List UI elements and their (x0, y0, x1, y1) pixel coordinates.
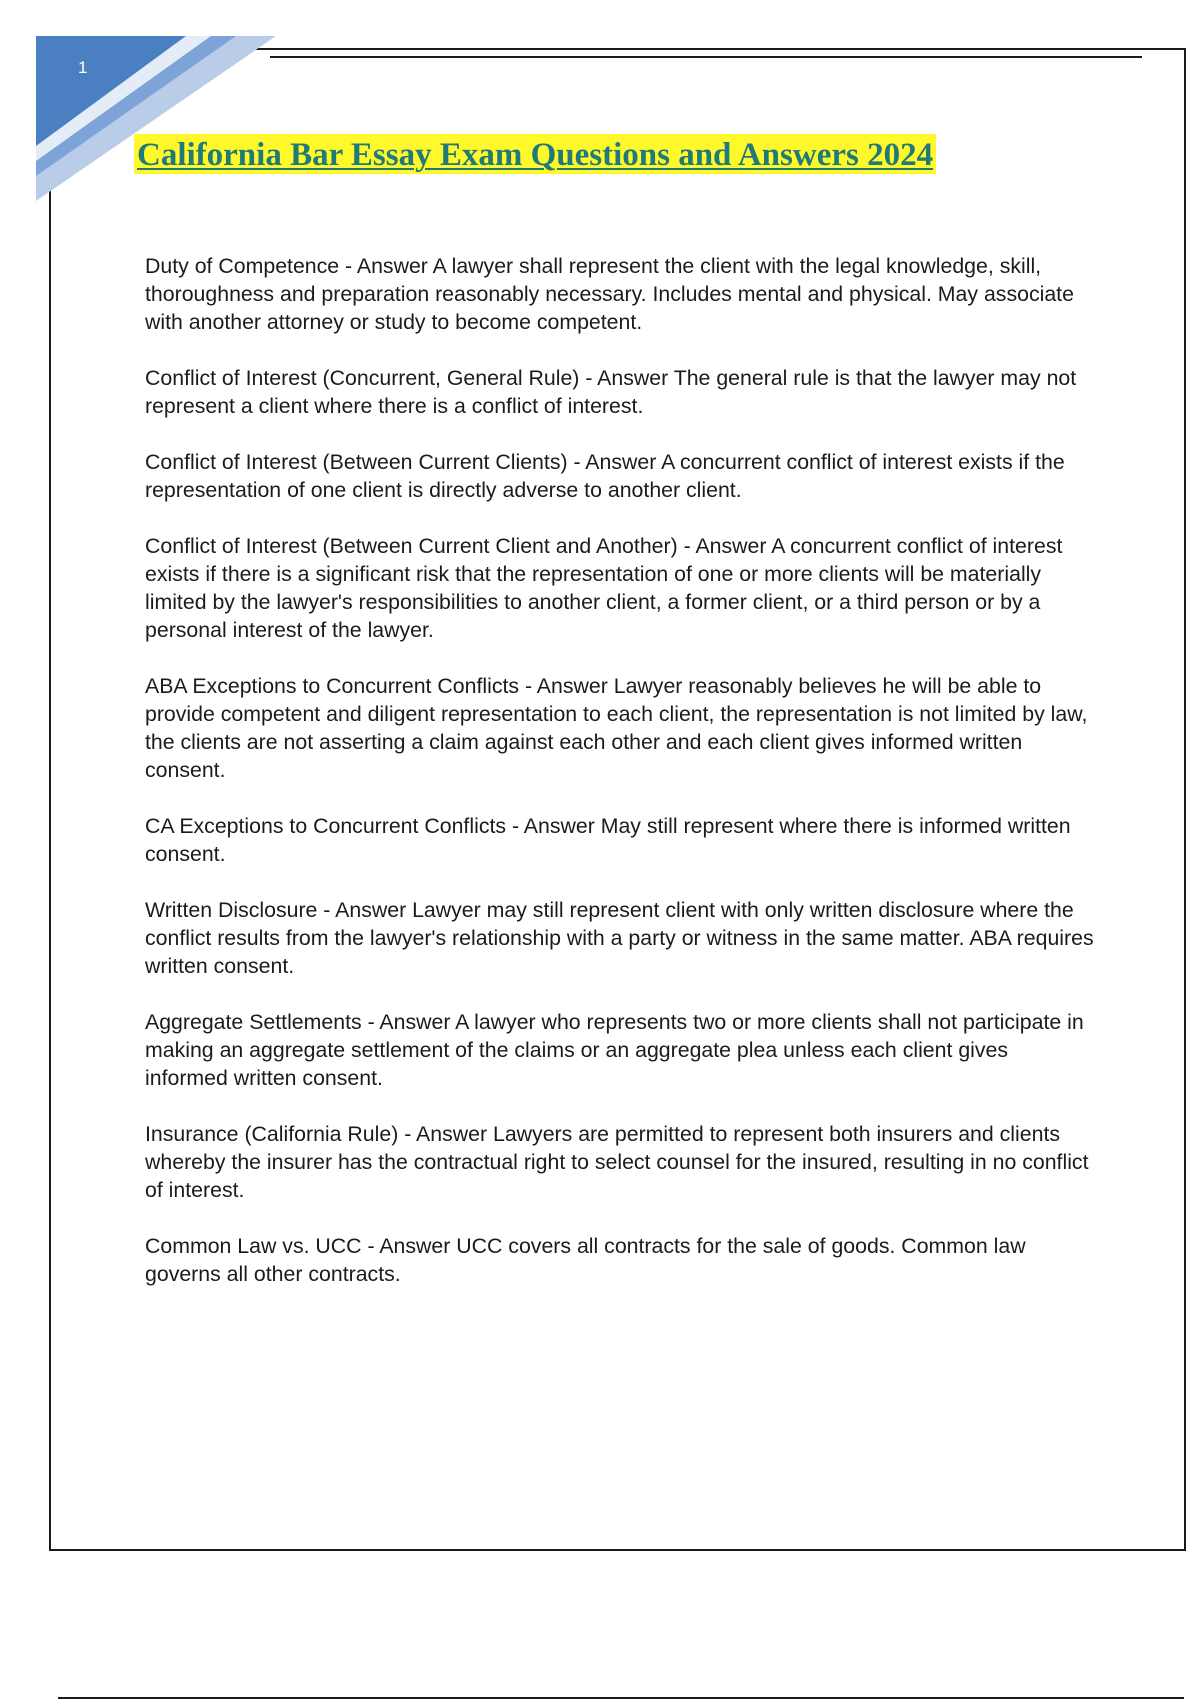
qa-item-common-law-vs-ucc: Common Law vs. UCC - Answer UCC covers all contracts for the sale of goods. Common law governs all other contracts. (145, 1234, 1026, 1286)
qa-list (145, 252, 1095, 1316)
qa-item-conflict-current-clients: Conflict of Interest (Between Current Clients) - Answer A concurrent conflict of interest exists if the representation of one client is directly adverse to another client. (145, 450, 1065, 502)
qa-item-ca-exceptions: CA Exceptions to Concurrent Conflicts - Answer May still represent where there is informed written consent. (145, 814, 1071, 866)
footer-rule (58, 1697, 1184, 1699)
header-rule (270, 56, 1142, 58)
qa-item-aba-exceptions: ABA Exceptions to Concurrent Conflicts - Answer Lawyer reasonably believes he will be able to provide competent and diligent representation to each client, the representation is not limited by law, the clients are not asserting a claim against each other and each client gives informed written consent. (145, 674, 1088, 782)
qa-item-insurance-california-rule: Insurance (California Rule) - Answer Lawyers are permitted to represent both insurers and clients whereby the insurer has the contractual right to select counsel for the insured, resulting in no conflict of interest. (145, 1122, 1089, 1202)
page-number: 1 (78, 58, 88, 77)
corner-decoration (36, 36, 276, 201)
document-title: California Bar Essay Exam Questions and Answers 2024 (134, 134, 936, 174)
qa-item-written-disclosure: Written Disclosure - Answer Lawyer may still represent client with only written disclosure where the conflict results from the lawyer's relationship with a party or witness in the same matter. ABA requires written consent. (145, 898, 1094, 978)
qa-item-conflict-general-rule: Conflict of Interest (Concurrent, General Rule) - Answer The general rule is that the lawyer may not represent a client where there is a conflict of interest. (145, 366, 1077, 418)
qa-item-conflict-client-and-another: Conflict of Interest (Between Current Client and Another) - Answer A concurrent conflict of interest exists if there is a significant risk that the representation of one or more clients will be materially limited by the lawyer's responsibilities to another client, a former client, or a third person or by a personal interest of the lawyer. (145, 534, 1063, 642)
qa-item-duty-of-competence: Duty of Competence - Answer A lawyer shall represent the client with the legal knowledge, skill, thoroughness and preparation reasonably necessary. Includes mental and physical. May associate with another attorney or study to become competent. (145, 254, 1074, 334)
qa-item-aggregate-settlements: Aggregate Settlements - Answer A lawyer who represents two or more clients shall not participate in making an aggregate settlement of the claims or an aggregate plea unless each client gives informed written consent. (145, 1010, 1084, 1090)
